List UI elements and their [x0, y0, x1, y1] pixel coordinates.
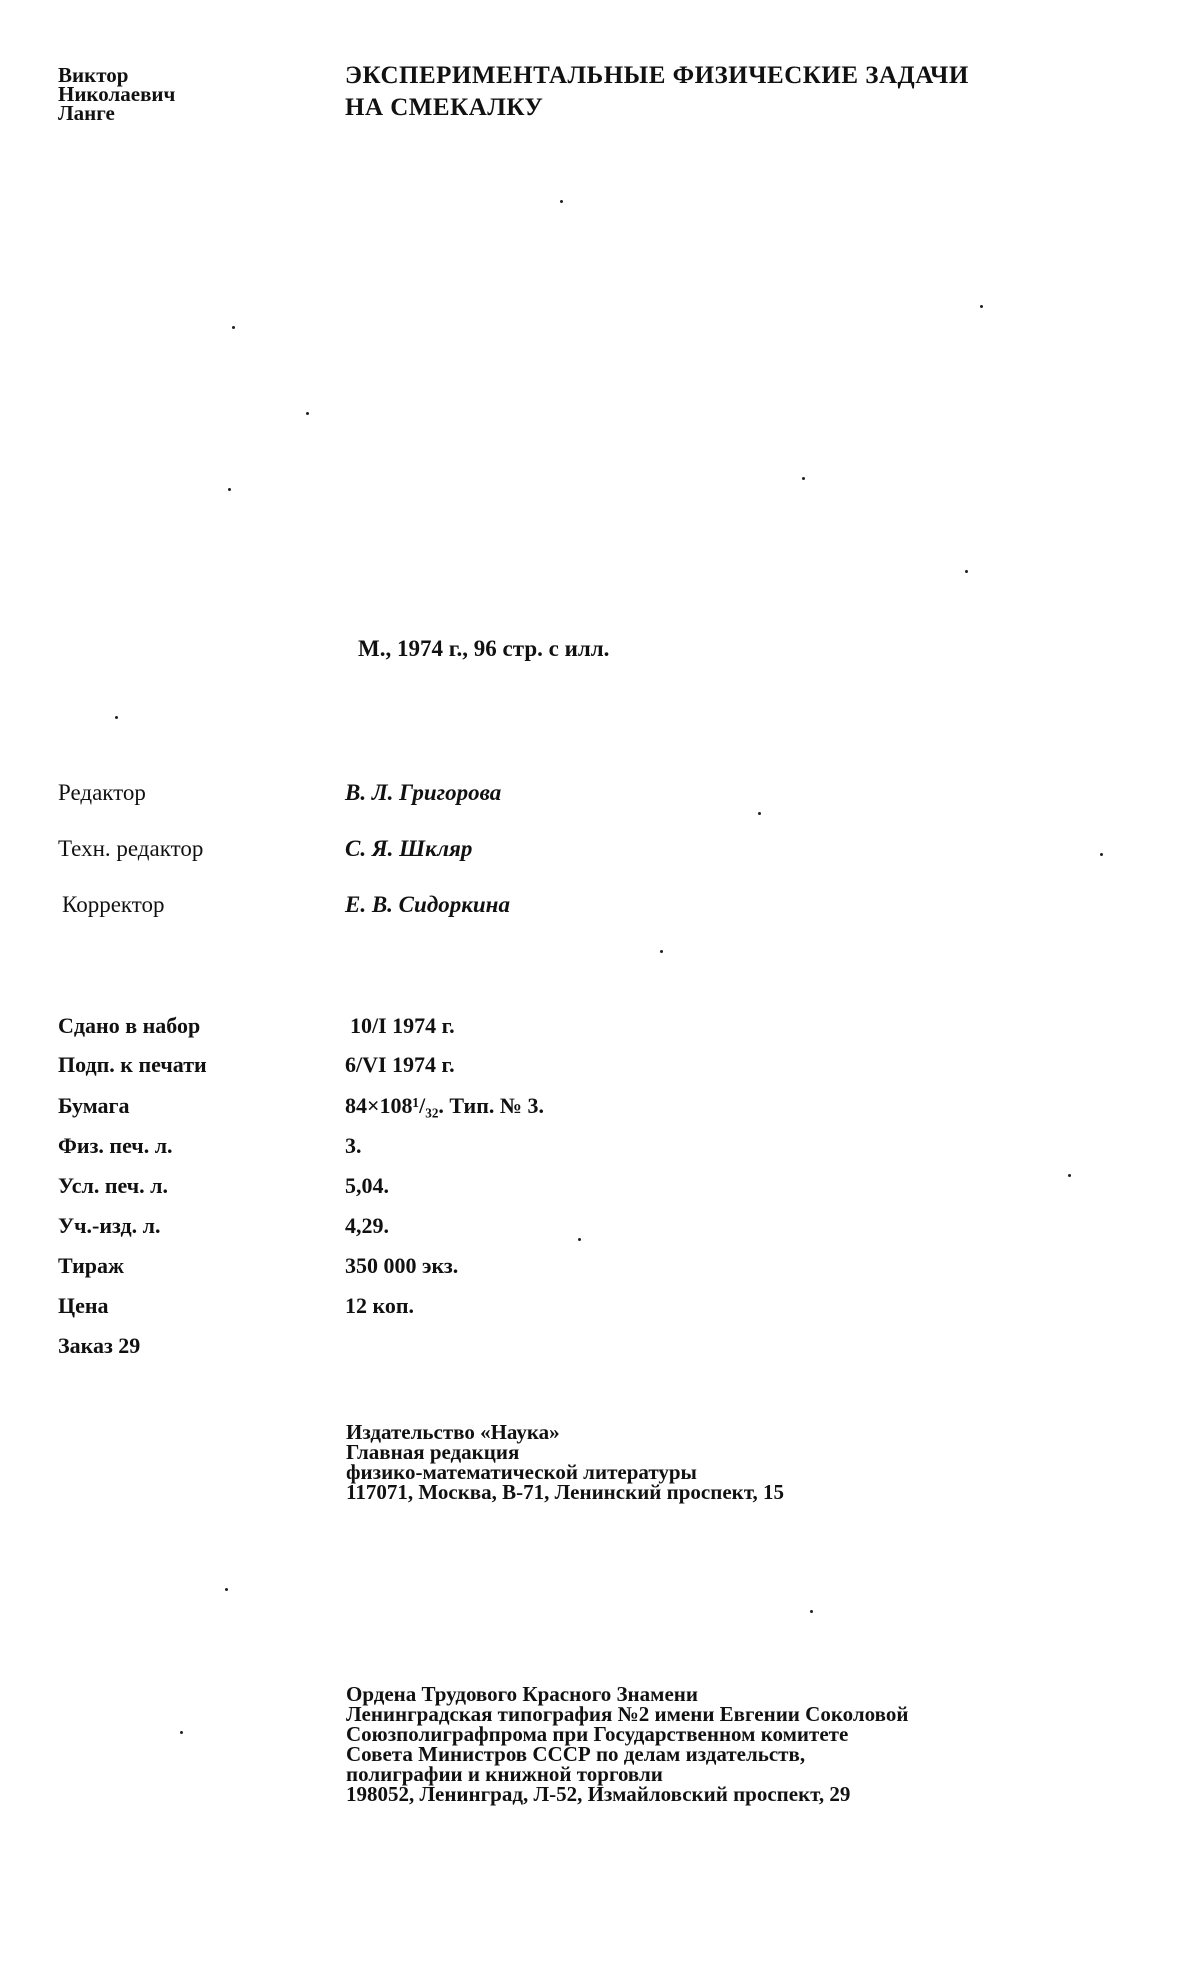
publisher-block — [346, 1422, 784, 1502]
spec-value: 5,04. — [345, 1173, 389, 1198]
spec-value: 10/I 1974 г. — [350, 1013, 455, 1038]
printer-line: 198052, Ленинград, Л-52, Измайловский проспект, 29 — [346, 1782, 851, 1806]
spec-label: Уч.-изд. л. — [58, 1213, 161, 1238]
spec-value: 6/VI 1974 г. — [345, 1052, 455, 1077]
staff-label-proofreader: Корректор — [62, 892, 165, 917]
spec-value: 350 000 экз. — [345, 1253, 459, 1278]
spec-label: Тираж — [58, 1253, 124, 1278]
staff-value-tech-editor: С. Я. Шкляр — [345, 836, 473, 861]
staff-value-proofreader: Е. В. Сидоркина — [345, 892, 510, 917]
scan-speck — [980, 305, 983, 308]
printer-block — [346, 1684, 908, 1804]
scan-speck — [578, 1238, 581, 1241]
scan-speck — [228, 488, 231, 491]
scan-speck — [560, 200, 563, 203]
book-title — [345, 60, 969, 124]
spec-value: 84×108¹/₃₂. Тип. № 3. — [345, 1093, 545, 1118]
imprint-line: М., 1974 г., 96 стр. с илл. — [358, 636, 610, 661]
spec-value: 12 коп. — [345, 1293, 415, 1318]
spec-label: Сдано в набор — [58, 1013, 201, 1038]
printer-line: Ордена Трудового Красного Знамени — [346, 1682, 698, 1706]
scan-speck — [810, 1610, 813, 1613]
scan-speck — [1100, 853, 1103, 856]
author-last-name: Ланге — [58, 101, 115, 125]
scan-speck — [1068, 1174, 1071, 1177]
staff-label-tech-editor: Техн. редактор — [58, 836, 204, 861]
publisher-line: 117071, Москва, В-71, Ленинский проспект, 15 — [346, 1480, 784, 1504]
printer-line: Союзполиграфпрома при Государственном комитете — [346, 1722, 849, 1746]
printer-line: полиграфии и книжной торговли — [346, 1762, 663, 1786]
scan-speck — [660, 950, 663, 953]
scan-speck — [758, 812, 761, 815]
spec-value: 4,29. — [345, 1213, 389, 1238]
author-first-name: Виктор — [58, 63, 129, 87]
spec-label: Физ. печ. л. — [58, 1133, 173, 1158]
spec-label: Подп. к печати — [58, 1052, 207, 1077]
spec-label-order: Заказ 29 — [58, 1333, 141, 1358]
author-name — [58, 63, 176, 125]
scan-speck — [306, 412, 309, 415]
scan-speck — [225, 1588, 228, 1591]
spec-label: Бумага — [58, 1093, 130, 1118]
scan-speck — [802, 477, 805, 480]
scan-speck — [180, 1731, 183, 1734]
publisher-line: физико-математической литературы — [346, 1460, 697, 1484]
scan-speck — [232, 326, 235, 329]
author-patronymic: Николаевич — [58, 82, 176, 106]
book-title-line: ЭКСПЕРИМЕНТАЛЬНЫЕ ФИЗИЧЕСКИЕ ЗАДАЧИ — [345, 62, 969, 89]
scan-speck — [965, 570, 968, 573]
spec-label: Цена — [58, 1293, 109, 1318]
printer-line: Совета Министров СССР по делам издательств, — [346, 1742, 806, 1766]
publisher-line: Издательство «Наука» — [346, 1420, 560, 1444]
printer-line: Ленинградская типография №2 имени Евгении Соколовой — [346, 1702, 909, 1726]
spec-label: Усл. печ. л. — [58, 1173, 169, 1198]
scan-speck — [115, 716, 118, 719]
book-title-line: НА СМЕКАЛКУ — [345, 94, 544, 121]
staff-label-editor: Редактор — [58, 780, 146, 805]
staff-value-editor: В. Л. Григорова — [345, 780, 502, 805]
publisher-line: Главная редакция — [346, 1440, 520, 1464]
spec-value: 3. — [345, 1133, 362, 1158]
